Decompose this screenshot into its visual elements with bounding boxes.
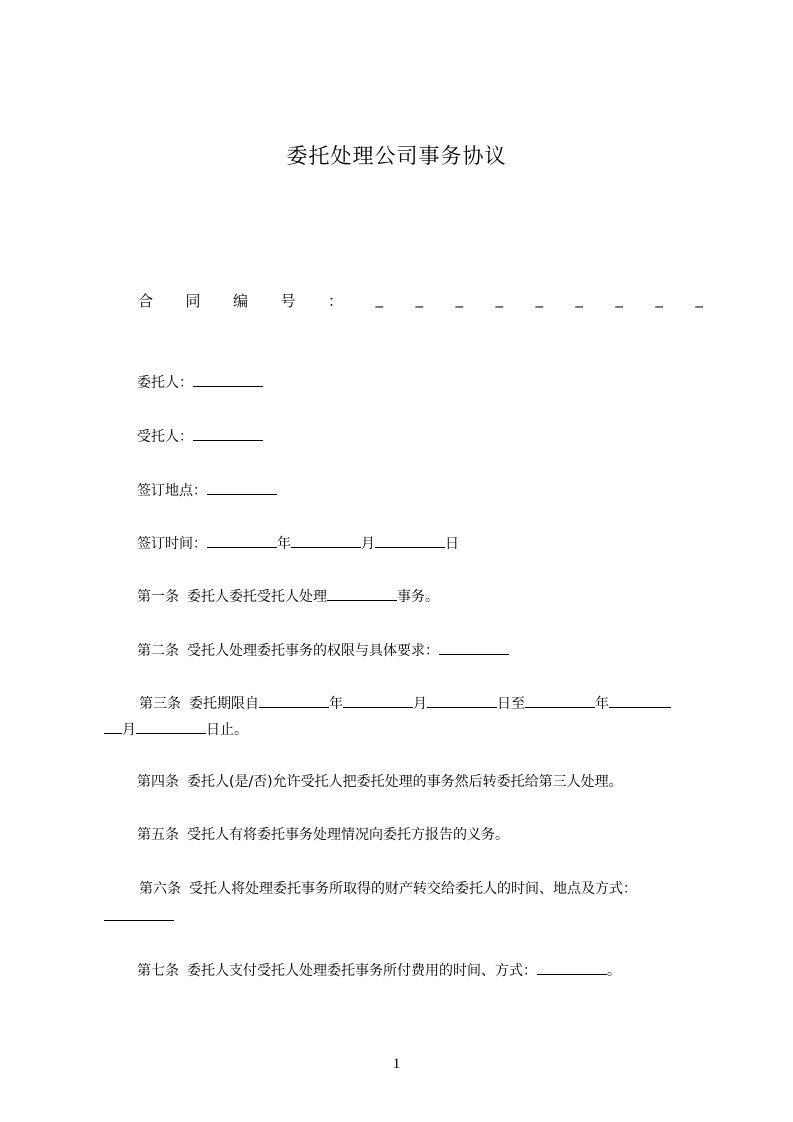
contract-no-char: 合 — [138, 292, 154, 310]
month-label: 月 — [122, 722, 136, 738]
month-label: 月 — [413, 696, 427, 712]
start-month-blank[interactable] — [343, 693, 413, 708]
contract-no-blank: _ — [575, 290, 583, 308]
until-label: 日至 — [497, 696, 525, 712]
end-day-blank[interactable] — [136, 719, 206, 734]
article-text: 受托人处理委托事务的权限与具体要求： — [187, 643, 439, 659]
article-number: 第七条 — [137, 963, 179, 979]
article-number: 第三条 — [139, 696, 181, 712]
year-label: 年 — [277, 536, 291, 552]
matter-blank[interactable] — [327, 586, 397, 601]
contract-no-char: 同 — [185, 292, 201, 310]
article-2 — [137, 640, 509, 660]
start-year-blank[interactable] — [259, 693, 329, 708]
contract-no-blank: _ — [495, 290, 503, 308]
contract-no-colon: ： — [328, 292, 344, 310]
contract-no-blank: _ — [655, 290, 663, 308]
end-month-blank[interactable] — [609, 693, 671, 708]
article-4 — [137, 773, 623, 791]
end-year-blank[interactable] — [525, 693, 595, 708]
year-label: 年 — [329, 696, 343, 712]
contract-no-char: 编 — [233, 292, 249, 310]
contract-number-row — [138, 290, 703, 311]
article-6 — [139, 880, 637, 898]
day-label: 日 — [445, 536, 459, 552]
day-blank[interactable] — [375, 533, 445, 548]
article-number: 第一条 — [137, 589, 179, 605]
agent-blank[interactable] — [193, 426, 263, 441]
authority-blank[interactable] — [439, 640, 509, 655]
year-blank[interactable] — [207, 533, 277, 548]
start-day-blank[interactable] — [427, 693, 497, 708]
signing-time-label: 签订时间： — [137, 536, 207, 552]
transfer-method-blank[interactable] — [104, 906, 174, 921]
article-number: 第五条 — [137, 827, 179, 843]
article-number: 第四条 — [137, 774, 179, 790]
article-text: 委托人(是/否)允许受托人把委托处理的事务然后转委托给第三人处理。 — [187, 774, 623, 790]
agent-label: 受托人： — [137, 429, 193, 445]
article-text: 委托人委托受托人处理 — [187, 589, 327, 605]
article-number: 第六条 — [139, 881, 181, 897]
contract-no-char: 号 — [280, 292, 296, 310]
article-text-end: 事务。 — [397, 589, 439, 605]
contract-no-blank: _ — [375, 290, 383, 308]
contract-no-blank: _ — [615, 290, 623, 308]
article-text-end: 。 — [607, 963, 621, 979]
article-text: 委托期限自 — [189, 696, 259, 712]
principal-label: 委托人： — [137, 375, 193, 391]
signing-place-line — [137, 480, 277, 500]
article-number: 第二条 — [137, 643, 179, 659]
article-text: 委托人支付受托人处理委托事务所付费用的时间、方式： — [187, 963, 537, 979]
article-3-continued — [104, 719, 248, 739]
principal-blank[interactable] — [193, 372, 263, 387]
signing-place-blank[interactable] — [207, 480, 277, 495]
contract-no-blank: _ — [415, 290, 423, 308]
payment-method-blank[interactable] — [537, 960, 607, 975]
article-5 — [137, 826, 509, 844]
article-7 — [137, 960, 621, 980]
document-title: 委托处理公司事务协议 — [286, 144, 507, 168]
contract-no-blank: _ — [455, 290, 463, 308]
article-6-continued — [104, 906, 174, 926]
agent-line — [137, 426, 263, 446]
contract-no-blank: _ — [535, 290, 543, 308]
signing-place-label: 签订地点： — [137, 483, 207, 499]
article-text-end: 日止。 — [206, 722, 248, 738]
article-text: 受托人将处理委托事务所取得的财产转交给委托人的时间、地点及方式： — [189, 881, 637, 897]
month-label: 月 — [361, 536, 375, 552]
article-1 — [137, 586, 439, 606]
page-number: 1 — [392, 1056, 401, 1072]
article-3 — [139, 693, 671, 713]
article-text: 受托人有将委托事务处理情况向委托方报告的义务。 — [187, 827, 509, 843]
year-label: 年 — [595, 696, 609, 712]
month-blank[interactable] — [291, 533, 361, 548]
signing-time-line — [137, 533, 459, 553]
contract-no-blank: _ — [695, 290, 703, 308]
end-month-blank-continued[interactable] — [104, 719, 122, 734]
principal-line — [137, 372, 263, 392]
